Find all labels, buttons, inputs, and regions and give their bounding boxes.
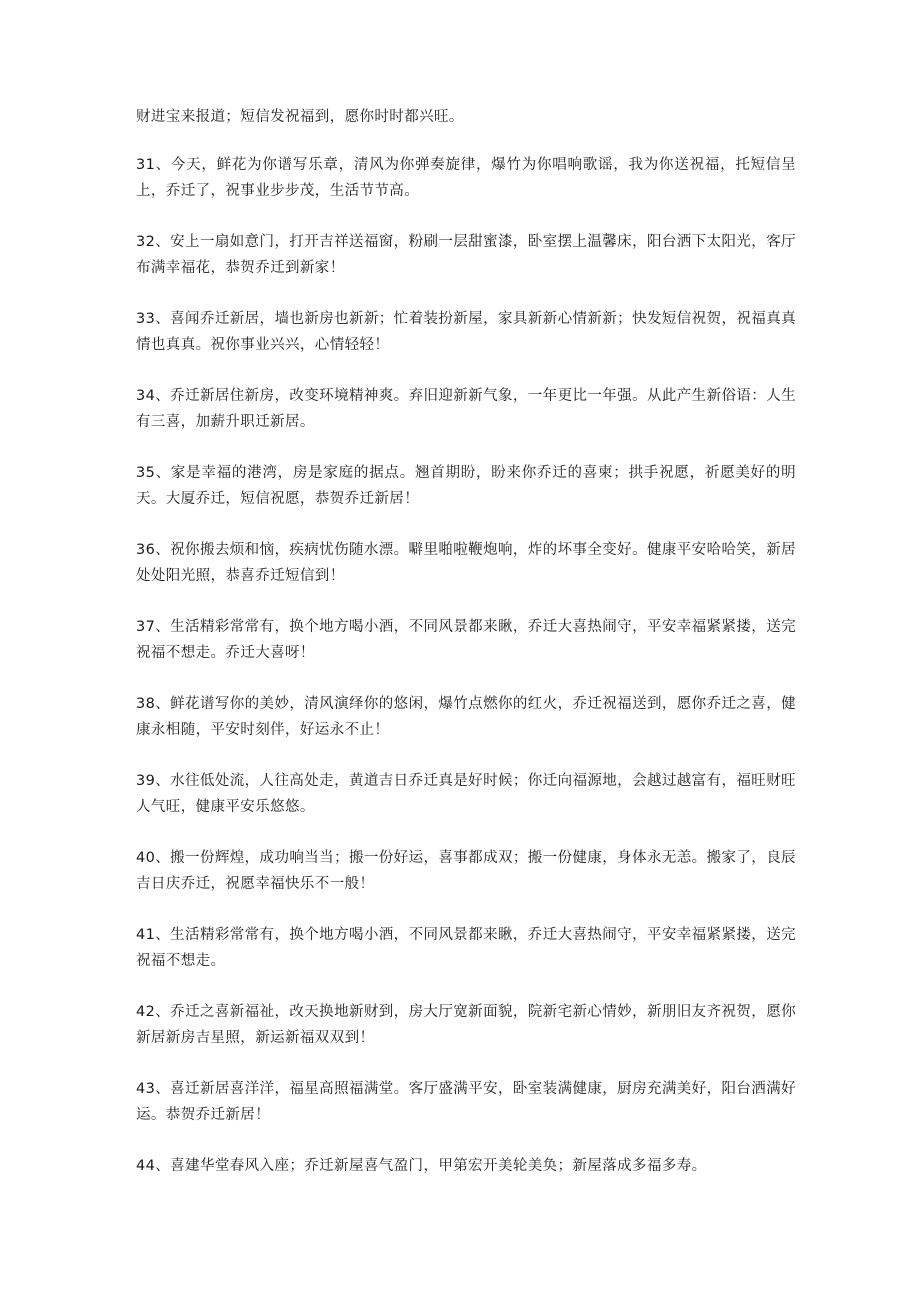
paragraph-44: 44、喜建华堂春风入座；乔迁新屋喜气盈门，甲第宏开美轮美奂；新屋落成多福多寿。 — [136, 1158, 707, 1174]
paragraph-38: 38、鲜花谱写你的美妙，清风演绎你的悠闲，爆竹点燃你的红火，乔迁祝福送到，愿你乔迁之喜，健康永相随，平安时刻伴，好运永不止！ — [136, 696, 796, 738]
document-body — [136, 104, 796, 1204]
paragraph-31: 31、今天，鲜花为你谱写乐章，清风为你弹奏旋律，爆竹为你唱响歌谣，我为你送祝福，托短信呈上，乔迁了，祝事业步步茂，生活节节高。 — [136, 157, 796, 199]
paragraph-36: 36、祝你搬去烦和恼，疾病忧伤随水漂。噼里啪啦鞭炮响，炸的坏事全变好。健康平安哈哈笑，新居处处阳光照，恭喜乔迁短信到！ — [136, 542, 796, 584]
paragraph-42: 42、乔迁之喜新福祉，改天换地新财到，房大厅宽新面貌，院新宅新心情妙，新朋旧友齐祝贺，愿你新居新房吉星照，新运新福双双到！ — [136, 1004, 796, 1046]
paragraph-41: 41、生活精彩常常有，换个地方喝小酒，不同风景都来瞅，乔迁大喜热闹守，平安幸福紧紧搂，送完祝福不想走。 — [136, 927, 796, 969]
paragraph-34: 34、乔迁新居住新房，改变环境精神爽。弃旧迎新新气象，一年更比一年强。从此产生新俗语：人生有三喜，加薪升职迁新居。 — [136, 388, 796, 430]
paragraph-37: 37、生活精彩常常有，换个地方喝小酒，不同风景都来瞅，乔迁大喜热闹守，平安幸福紧紧搂，送完祝福不想走。乔迁大喜呀！ — [136, 619, 796, 661]
paragraph-39: 39、水往低处流，人往高处走，黄道吉日乔迁真是好时候；你迁向福源地，会越过越富有，福旺财旺人气旺，健康平安乐悠悠。 — [136, 773, 796, 815]
paragraph-32: 32、安上一扇如意门，打开吉祥送福窗，粉刷一层甜蜜漆，卧室摆上温馨床，阳台洒下太阳光，客厅布满幸福花，恭贺乔迁到新家！ — [136, 234, 796, 276]
paragraph-continuation: 财进宝来报道；短信发祝福到，愿你时时都兴旺。 — [136, 109, 464, 125]
paragraph-33: 33、喜闻乔迁新居，墙也新房也新新；忙着装扮新屋，家具新新心情新新；快发短信祝贺，祝福真真情也真真。祝你事业兴兴，心情轻轻！ — [136, 311, 796, 353]
paragraph-35: 35、家是幸福的港湾，房是家庭的据点。翘首期盼，盼来你乔迁的喜柬；拱手祝愿，祈愿美好的明天。大厦乔迁，短信祝愿，恭贺乔迁新居！ — [136, 465, 796, 507]
paragraph-40: 40、搬一份辉煌，成功响当当；搬一份好运，喜事都成双；搬一份健康，身体永无恙。搬家了，良辰吉日庆乔迁，祝愿幸福快乐不一般！ — [136, 850, 796, 892]
paragraph-43: 43、喜迁新居喜洋洋，福星高照福满堂。客厅盛满平安，卧室装满健康，厨房充满美好，阳台洒满好运。恭贺乔迁新居！ — [136, 1081, 796, 1123]
